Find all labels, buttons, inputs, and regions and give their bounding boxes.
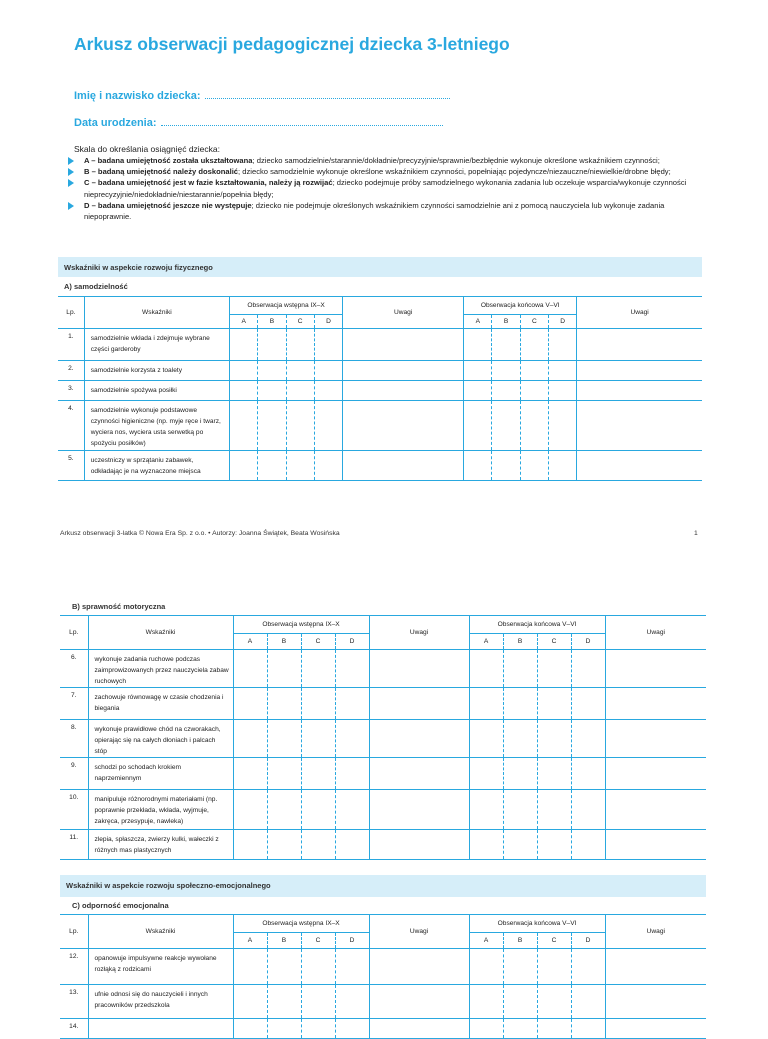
mark-cell[interactable] (537, 830, 571, 860)
col-notes-end: Uwagi (605, 616, 706, 650)
mark-cell[interactable] (267, 758, 301, 790)
col-b: B (267, 933, 301, 949)
notes-cell[interactable] (605, 830, 706, 860)
mark-cell[interactable] (301, 650, 335, 688)
table-row (60, 949, 706, 985)
document-title: Arkusz obserwacji pedagogicznej dziecka 3-letniego (74, 34, 510, 54)
mark-cell[interactable] (267, 650, 301, 688)
notes-cell[interactable] (577, 381, 702, 401)
mark-cell[interactable] (286, 451, 314, 481)
col-notes: Uwagi (343, 297, 464, 329)
notes-cell[interactable] (605, 758, 706, 790)
row-number: 6. (60, 650, 88, 688)
mark-cell[interactable] (335, 790, 369, 830)
mark-cell[interactable] (520, 451, 548, 481)
mark-cell[interactable] (314, 401, 342, 451)
col-d: D (335, 933, 369, 949)
row-number: 4. (58, 401, 84, 451)
mark-cell[interactable] (503, 949, 537, 985)
page-number: 1 (694, 530, 698, 537)
mark-cell[interactable] (230, 401, 258, 451)
notes-cell[interactable] (605, 650, 706, 688)
notes-cell[interactable] (577, 361, 702, 381)
notes-cell[interactable] (605, 688, 706, 720)
mark-cell[interactable] (464, 451, 492, 481)
scale-text: ; dziecko samodzielnie/starannie/dokładnie/precyzyjnie/sprawnie/bezbłędnie wykonuje określone wskaźnikiem czynności; (252, 156, 660, 165)
mark-cell[interactable] (469, 830, 503, 860)
mark-cell[interactable] (492, 329, 520, 361)
mark-cell[interactable] (464, 401, 492, 451)
scale-item-d (68, 200, 708, 222)
mark-cell[interactable] (469, 650, 503, 688)
scale-item-b (68, 166, 708, 177)
mark-cell[interactable] (548, 401, 576, 451)
mark-cell[interactable] (301, 720, 335, 758)
notes-cell[interactable] (605, 949, 706, 985)
mark-cell[interactable] (286, 401, 314, 451)
col-d: D (335, 634, 369, 650)
col-a: A (233, 933, 267, 949)
row-number: 3. (58, 381, 84, 401)
indicator-text (88, 1019, 233, 1039)
mark-cell[interactable] (258, 401, 286, 451)
mark-cell[interactable] (571, 985, 605, 1019)
mark-cell[interactable] (314, 451, 342, 481)
mark-cell[interactable] (301, 758, 335, 790)
notes-cell[interactable] (369, 949, 469, 985)
section-band-label: Wskaźniki w aspekcie rozwoju społeczno-emocjonalnego (66, 881, 271, 890)
mark-cell[interactable] (258, 361, 286, 381)
row-number: 8. (60, 720, 88, 758)
mark-cell[interactable] (267, 949, 301, 985)
mark-cell[interactable] (571, 758, 605, 790)
section-band-social (60, 875, 706, 897)
mark-cell[interactable] (520, 401, 548, 451)
mark-cell[interactable] (537, 985, 571, 1019)
row-number: 7. (60, 688, 88, 720)
mark-cell[interactable] (503, 688, 537, 720)
col-a: A (469, 933, 503, 949)
mark-cell[interactable] (537, 650, 571, 688)
table-row (60, 758, 706, 790)
col-lp: Lp. (60, 616, 88, 650)
col-b: B (267, 634, 301, 650)
mark-cell[interactable] (335, 949, 369, 985)
notes-cell[interactable] (369, 985, 469, 1019)
col-c: C (520, 315, 548, 329)
mark-cell[interactable] (233, 790, 267, 830)
table-row (58, 381, 702, 401)
child-name-line[interactable] (205, 89, 450, 99)
col-obs-start: Obserwacja wstępna IX–X (233, 915, 369, 933)
mark-cell[interactable] (267, 830, 301, 860)
notes-cell[interactable] (605, 720, 706, 758)
page-footer: Arkusz obserwacji 3-latka © Nowa Era Sp. z o.o. • Autorzy: Joanna Świątek, Beata Wosińska (60, 530, 340, 537)
col-notes: Uwagi (369, 915, 469, 949)
col-c: C (537, 933, 571, 949)
col-notes-end: Uwagi (577, 297, 702, 329)
scale-lead: A – badana umiejętność została ukształtowana (84, 156, 253, 165)
section-band-physical (58, 257, 702, 277)
col-c: C (301, 933, 335, 949)
notes-cell[interactable] (577, 401, 702, 451)
col-indicators: Wskaźniki (84, 297, 229, 329)
indicator-text: opanowuje impulsywne reakcje wywołane rozłąką z rodzicami (88, 949, 233, 985)
mark-cell[interactable] (335, 650, 369, 688)
mark-cell[interactable] (258, 451, 286, 481)
col-b: B (503, 634, 537, 650)
mark-cell[interactable] (258, 329, 286, 361)
mark-cell[interactable] (267, 1019, 301, 1039)
observation-table-b (60, 615, 706, 860)
notes-cell[interactable] (577, 329, 702, 361)
col-c: C (537, 634, 571, 650)
scale-text: ; dziecko samodzielnie wykonuje określone wskaźnikiem czynności, popełniając pojedyncze/niezauczne/niewielkie/drobne błędy; (238, 167, 671, 177)
row-number: 2. (58, 361, 84, 381)
col-indicators: Wskaźniki (88, 616, 233, 650)
scale-list (68, 155, 708, 222)
row-number: 9. (60, 758, 88, 790)
indicator-text: wykonuje prawidłowe chód na czworakach, opierając się na całych dłoniach i palcach stóp (88, 720, 233, 758)
table-row (60, 720, 706, 758)
mark-cell[interactable] (548, 381, 576, 401)
indicator-text: zachowuje równowagę w czasie chodzenia i biegania (88, 688, 233, 720)
col-indicators: Wskaźniki (88, 915, 233, 949)
mark-cell[interactable] (469, 1019, 503, 1039)
arrow-bullet-icon (68, 157, 74, 165)
col-notes: Uwagi (369, 616, 469, 650)
birth-date-line[interactable] (161, 116, 443, 126)
notes-cell[interactable] (343, 401, 464, 451)
mark-cell[interactable] (286, 361, 314, 381)
mark-cell[interactable] (469, 720, 503, 758)
row-number: 1. (58, 329, 84, 361)
mark-cell[interactable] (571, 650, 605, 688)
mark-cell[interactable] (537, 720, 571, 758)
mark-cell[interactable] (230, 361, 258, 381)
section-band-label: Wskaźniki w aspekcie rozwoju fizycznego (64, 263, 213, 272)
mark-cell[interactable] (267, 720, 301, 758)
mark-cell[interactable] (469, 985, 503, 1019)
table-row (60, 1019, 706, 1039)
indicator-text: samodzielnie spożywa posiłki (84, 381, 229, 401)
col-c: C (286, 315, 314, 329)
scale-item-a (68, 155, 708, 166)
mark-cell[interactable] (335, 688, 369, 720)
mark-cell[interactable] (537, 1019, 571, 1039)
mark-cell[interactable] (314, 361, 342, 381)
mark-cell[interactable] (464, 329, 492, 361)
indicator-text: uczestniczy w sprzątaniu zabawek, odkładając je na wyznaczone miejsca (84, 451, 229, 481)
row-number: 13. (60, 985, 88, 1019)
mark-cell[interactable] (335, 758, 369, 790)
mark-cell[interactable] (548, 451, 576, 481)
notes-cell[interactable] (369, 650, 469, 688)
col-obs-end: Obserwacja końcowa V–VI (464, 297, 577, 315)
scale-lead: D – badana umiejętność jeszcze nie występuje (84, 200, 252, 210)
table-row (58, 361, 702, 381)
mark-cell[interactable] (230, 381, 258, 401)
mark-cell[interactable] (520, 361, 548, 381)
mark-cell[interactable] (233, 650, 267, 688)
mark-cell[interactable] (233, 949, 267, 985)
col-lp: Lp. (60, 915, 88, 949)
mark-cell[interactable] (230, 329, 258, 361)
subsection-title-a: A) samodzielność (64, 282, 128, 291)
col-c: C (301, 634, 335, 650)
mark-cell[interactable] (233, 985, 267, 1019)
mark-cell[interactable] (233, 830, 267, 860)
col-b: B (492, 315, 520, 329)
col-obs-start: Obserwacja wstępna IX–X (233, 616, 369, 634)
scale-heading: Skala do określania osiągnięć dziecka: (74, 144, 221, 154)
notes-cell[interactable] (369, 1019, 469, 1039)
notes-cell[interactable] (369, 720, 469, 758)
mark-cell[interactable] (571, 1019, 605, 1039)
mark-cell[interactable] (548, 361, 576, 381)
mark-cell[interactable] (548, 329, 576, 361)
col-b: B (503, 933, 537, 949)
mark-cell[interactable] (503, 790, 537, 830)
mark-cell[interactable] (233, 688, 267, 720)
table-row (60, 650, 706, 688)
mark-cell[interactable] (492, 381, 520, 401)
mark-cell[interactable] (503, 650, 537, 688)
mark-cell[interactable] (503, 720, 537, 758)
col-obs-end: Obserwacja końcowa V–VI (469, 915, 605, 933)
table-row (58, 401, 702, 451)
notes-cell[interactable] (577, 451, 702, 481)
mark-cell[interactable] (301, 688, 335, 720)
mark-cell[interactable] (571, 830, 605, 860)
notes-cell[interactable] (343, 361, 464, 381)
mark-cell[interactable] (335, 1019, 369, 1039)
scale-text: ; dziecko nie podejmuje określonych wskaźnikiem czynności samodzielnie ani z pomocą nauczyciela lub wykonuje zadania niepoprawnie. (84, 200, 665, 222)
table-row (58, 329, 702, 361)
mark-cell[interactable] (571, 790, 605, 830)
notes-cell[interactable] (369, 758, 469, 790)
row-number: 5. (58, 451, 84, 481)
mark-cell[interactable] (537, 688, 571, 720)
mark-cell[interactable] (301, 1019, 335, 1039)
mark-cell[interactable] (571, 720, 605, 758)
mark-cell[interactable] (267, 985, 301, 1019)
mark-cell[interactable] (464, 381, 492, 401)
mark-cell[interactable] (469, 688, 503, 720)
scale-item-c (68, 177, 708, 199)
row-number: 10. (60, 790, 88, 830)
observation-table-c (60, 914, 706, 1039)
subsection-title-c: C) odporność emocjonalna (72, 901, 169, 910)
notes-cell[interactable] (343, 451, 464, 481)
mark-cell[interactable] (267, 688, 301, 720)
arrow-bullet-icon (68, 168, 74, 176)
mark-cell[interactable] (258, 381, 286, 401)
table-row (60, 688, 706, 720)
arrow-bullet-icon (68, 202, 74, 210)
col-obs-start: Obserwacja wstępna IX–X (230, 297, 343, 315)
mark-cell[interactable] (492, 401, 520, 451)
mark-cell[interactable] (503, 1019, 537, 1039)
row-number: 14. (60, 1019, 88, 1039)
col-d: D (548, 315, 576, 329)
col-d: D (314, 315, 342, 329)
mark-cell[interactable] (233, 758, 267, 790)
table-row (58, 451, 702, 481)
arrow-bullet-icon (68, 179, 74, 187)
indicator-text: wykonuje zadania ruchowe podczas zaimprowizowanych przez nauczyciela zabaw ruchowych (88, 650, 233, 688)
mark-cell[interactable] (464, 361, 492, 381)
scale-text: ; dziecko podejmuje próby samodzielnego wykonania zadania lub oczekuje wsparcia/wykonuje czynności nieprecyzyjnie/niedokładnie/niestarannie/popełnia błędy; (84, 178, 687, 199)
mark-cell[interactable] (233, 1019, 267, 1039)
indicator-text: manipuluje różnorodnymi materiałami (np. poprawnie przekłada, wkłada, wyjmuje, zakręca, przesypuje, nawleka) (88, 790, 233, 830)
mark-cell[interactable] (335, 985, 369, 1019)
mark-cell[interactable] (335, 720, 369, 758)
table-row (60, 790, 706, 830)
indicator-text: samodzielnie korzysta z toalety (84, 361, 229, 381)
notes-cell[interactable] (343, 329, 464, 361)
row-number: 12. (60, 949, 88, 985)
mark-cell[interactable] (233, 720, 267, 758)
notes-cell[interactable] (369, 830, 469, 860)
mark-cell[interactable] (301, 830, 335, 860)
indicator-text: samodzielnie wykonuje podstawowe czynności higieniczne (np. myje ręce i twarz, wyciera nos, wyciera usta serwetką po spożyciu posiłków) (84, 401, 229, 451)
notes-cell[interactable] (369, 790, 469, 830)
notes-cell[interactable] (605, 790, 706, 830)
mark-cell[interactable] (571, 949, 605, 985)
col-notes-end: Uwagi (605, 915, 706, 949)
indicator-text: zlepia, spłaszcza, zwierzy kulki, wałeczki z różnych mas plastycznych (88, 830, 233, 860)
col-a: A (230, 315, 258, 329)
mark-cell[interactable] (503, 830, 537, 860)
notes-cell[interactable] (605, 1019, 706, 1039)
scale-lead: C – badana umiejętność jest w fazie kształtowania, należy ją rozwijać (84, 178, 333, 188)
mark-cell[interactable] (537, 790, 571, 830)
table-row (60, 830, 706, 860)
col-a: A (233, 634, 267, 650)
page-two (0, 560, 768, 1030)
mark-cell[interactable] (314, 329, 342, 361)
mark-cell[interactable] (469, 949, 503, 985)
table-row (60, 985, 706, 1019)
mark-cell[interactable] (571, 688, 605, 720)
mark-cell[interactable] (503, 985, 537, 1019)
mark-cell[interactable] (301, 949, 335, 985)
notes-cell[interactable] (343, 381, 464, 401)
mark-cell[interactable] (469, 790, 503, 830)
mark-cell[interactable] (492, 451, 520, 481)
scale-lead: B – badaną umiejętność należy doskonalić (84, 167, 239, 177)
mark-cell[interactable] (301, 985, 335, 1019)
mark-cell[interactable] (537, 758, 571, 790)
col-d: D (571, 933, 605, 949)
mark-cell[interactable] (492, 361, 520, 381)
col-a: A (464, 315, 492, 329)
mark-cell[interactable] (314, 381, 342, 401)
col-a: A (469, 634, 503, 650)
row-number: 11. (60, 830, 88, 860)
indicator-text: ufnie odnosi się do nauczycieli i innych pracowników przedszkola (88, 985, 233, 1019)
mark-cell[interactable] (286, 329, 314, 361)
mark-cell[interactable] (520, 329, 548, 361)
mark-cell[interactable] (301, 790, 335, 830)
notes-cell[interactable] (605, 985, 706, 1019)
col-lp: Lp. (58, 297, 84, 329)
col-d: D (571, 634, 605, 650)
indicator-text: samodzielnie wkłada i zdejmuje wybrane części garderoby (84, 329, 229, 361)
col-b: B (258, 315, 286, 329)
mark-cell[interactable] (469, 758, 503, 790)
mark-cell[interactable] (230, 451, 258, 481)
subsection-title-b: B) sprawność motoryczna (72, 602, 166, 611)
indicator-text: schodzi po schodach krokiem naprzemiennym (88, 758, 233, 790)
birth-date-label: Data urodzenia: (74, 117, 157, 129)
mark-cell[interactable] (335, 830, 369, 860)
mark-cell[interactable] (503, 758, 537, 790)
mark-cell[interactable] (537, 949, 571, 985)
mark-cell[interactable] (267, 790, 301, 830)
mark-cell[interactable] (520, 381, 548, 401)
notes-cell[interactable] (369, 688, 469, 720)
observation-table-a (58, 296, 702, 481)
col-obs-end: Obserwacja końcowa V–VI (469, 616, 605, 634)
birth-date-field[interactable] (74, 116, 443, 129)
child-name-field[interactable] (74, 89, 450, 102)
mark-cell[interactable] (286, 381, 314, 401)
child-name-label: Imię i nazwisko dziecka: (74, 90, 201, 102)
